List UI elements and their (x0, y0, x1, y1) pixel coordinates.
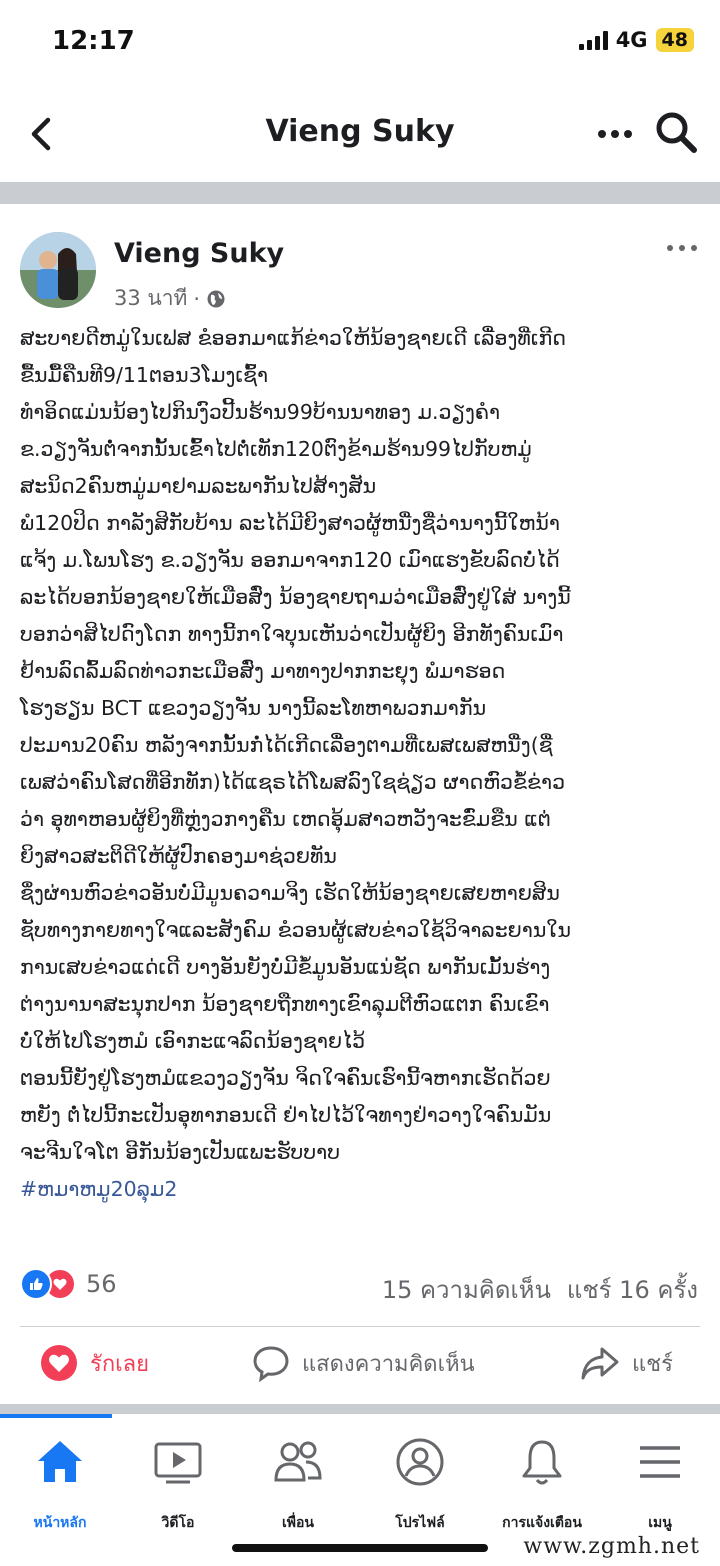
post-text-line: ວ່າ ອຸທາຫອນຜູ້ຍິງທີ່ຫຼ່ງວກາງຄືນ ເຫດອຸ້ມສາວຫວັງຈະຂົ່ມຂືນ ແຕ່ (20, 807, 551, 831)
post-text-line: ຍິງສາວສະຕິດີໃຫ້ຜູ້ປົກຄອງມາຊ່ວຍທັນ (20, 844, 337, 868)
reaction-summary[interactable] (20, 1268, 117, 1300)
post-text (20, 320, 704, 1208)
tab-menu[interactable] (600, 1434, 720, 1534)
post-text-line: ລະໄດ້ບອກນ້ອງຊາຍໃຫ້ເມືອສົ່ງ ນ້ອງຊາຍຖາມວ່າເມືອສົ່ງຢູ່ໃສ່ ນາງນີ້ (20, 585, 571, 609)
avatar-photo (20, 232, 96, 308)
post-stats (382, 1270, 698, 1309)
post-text-line: ຕອນນີ້ຍັງຢູ່ໂຮງຫມໍແຂວງວຽງຈັນ ຈິດໃຈຄົນເຮົານີ້ຈຫາກເຮັດດ້ວຍ (20, 1066, 551, 1090)
tab-video[interactable] (118, 1434, 238, 1534)
post-more-button[interactable] (664, 238, 700, 258)
tab-notifications[interactable] (482, 1434, 602, 1534)
post-text-line: ໂຮງຮຽນ BCT ແຂວງວຽງຈັນ ນາງນີ້ລະໂທຫາພວກມາກັນ (20, 696, 487, 720)
comment-button[interactable] (252, 1344, 475, 1382)
post-text-line: ແຈ້ງ ມ.ໂພນໂຮງ ຂ.ວຽງຈັນ ອອກມາຈາກ120 ເມົາແຮງຂັບລົດບໍ່ໄດ້ (20, 548, 560, 572)
search-button[interactable] (652, 108, 700, 156)
tab-home[interactable] (0, 1434, 120, 1534)
post-text-line: ຂ.ວຽງຈັນຕໍ່ຈາກນັ້ນເຂົ້າໄປຕໍ່ເທັກ120ຕົງຂ້າມຮ້ານ99ໄປກັບຫມູ່ (20, 437, 532, 461)
post-actions (0, 1330, 720, 1400)
post-text-line: ສະບາຍດີຫມູ່ໃນເຟສ ຂໍອອກມາແກ້ຂ່າວໃຫ້ນ້ອງຊາຍເດີ ເລື່ອງທີ່ເກີດ (20, 326, 566, 350)
tab-profile[interactable] (360, 1434, 480, 1534)
tab-label: หน้าหลัก (33, 1515, 87, 1531)
battery-icon (656, 28, 694, 52)
friends-icon (270, 1436, 326, 1488)
tab-friends[interactable] (238, 1434, 358, 1534)
active-tab-indicator (0, 1414, 112, 1418)
tab-label: เพื่อน (282, 1515, 314, 1531)
post-text-line: ທຳອິດແມ່ນນ້ອງໄປກິນງົວປີ້ນຮ້ານ99ບ້ານນາທອງ ມ.ວຽງຄຳ (20, 400, 501, 424)
network-type: 4G (615, 28, 648, 52)
love-button[interactable] (40, 1344, 149, 1382)
post-text-line: ບອກວ່າສິໄປດົງໂດກ ທາງນີ້ກາໃຈບຸນເຫັນວ່າເປັນຜູ້ຍິງ ອີກທັງຄົນເມົາ (20, 622, 564, 646)
post-text-line: ຢ້ານລົດລົ້ມລົດທ່າວກະເມືອສົ່ງ ມາທາງປາກກະຍຸງ ພໍມາຮອດ (20, 659, 506, 683)
comment-label: แสดงความคิดเห็น (302, 1351, 475, 1377)
section-divider (0, 182, 720, 204)
post-card (0, 204, 720, 1404)
post-text-line: ບໍ່ໃຫ້ໄປໂຮງຫມໍ ເອົາກະແຈລົດນ້ອງຊາຍໄວ້ (20, 1029, 366, 1053)
like-reaction-icon (20, 1268, 52, 1300)
status-time: 12:17 (52, 26, 135, 56)
post-text-line: ການເສບຂ່າວແດ່ເດີ ບາງອັນຍັງບໍ່ມີຂໍ້ມູນອັນແນ່ຊັດ ພາກັນເມັ້ນຮ່າງ (20, 955, 551, 979)
home-indicator (232, 1544, 488, 1552)
post-divider (20, 1326, 700, 1327)
more-dots-icon (590, 114, 640, 154)
meta-separator: · (193, 286, 201, 311)
profile-icon (394, 1436, 446, 1488)
comment-icon (252, 1344, 290, 1382)
post-time: 33 นาที (114, 286, 188, 310)
tab-label: วิดีโอ (161, 1515, 195, 1531)
post-text-line: ຊັບທາງກາຍທາງໃຈແລະສັງຄົມ ຂໍວອນຜູ້ເສບຂ່າວໃຊ້ວິຈາລະຍານໃນ (20, 918, 572, 942)
post-text-line: ປະມານ20ຄົນ ຫລັງຈາກນັ້ນກໍ່ໄດ້ເກີດເລື່ອງຕາມທີ່ເພສເພສຫນື່ງ(ຊື່ (20, 733, 553, 757)
author-avatar[interactable] (20, 232, 96, 308)
post-text-line: ຂື້ນມື້ຄືນທີ9/11ຕອນ3ໂມງເຊົ້າ (20, 363, 269, 387)
post-author[interactable]: Vieng Suky (114, 238, 285, 269)
post-text-line: ຊຶ່ງຜ່ານຫົວຂ່າວອັນບໍ່ມີມູນຄວາມຈິງ ເຮັດໃຫ້ນ້ອງຊາຍເສຍຫາຍສິນ (20, 881, 560, 905)
search-icon (652, 108, 700, 156)
video-icon (152, 1436, 204, 1488)
status-bar (0, 0, 720, 84)
post-text-line: ເພສວ່າຄົນໂສດທີ່ອີກທັກ)ໄດ້ແຊຣໄດ້ໂພສລົງໃຊຊ່ຽວ ຜາດຫົວຂໍ້ຂ່າວ (20, 770, 566, 794)
tab-label: โปรไฟล์ (395, 1515, 445, 1531)
nav-bar (0, 92, 720, 178)
tab-label: การแจ้งเตือน (502, 1515, 582, 1531)
post-text-line: ສະນິດ2ຄົນຫມູ່ມາຢາມລະພາກັນໄປສ້າງສັນ (20, 474, 377, 498)
watermark-text: www.zgmh.net (523, 1534, 700, 1559)
bell-icon (516, 1436, 568, 1488)
love-label: รักเลย (90, 1351, 150, 1377)
more-options-button[interactable] (590, 114, 640, 154)
section-divider (0, 1404, 720, 1414)
globe-icon (206, 289, 226, 309)
share-icon (580, 1344, 620, 1382)
page-title: Vieng Suky (265, 114, 455, 149)
reaction-count: 56 (86, 1270, 117, 1298)
post-text-line: ຕ່າງນານາສະນຸກປາກ ນ້ອງຊາຍຖືກທາງເຂົາລຸມຕີຫົວແຕກ ຄົນເຂົາ (20, 992, 550, 1016)
post-text-line: ຫຍັງ ຕໍ່ໄປນີ້ກະເປັນອຸທາກອນເດີ ຢ່າໄປໄວ້ໃຈທາງຢ່າວາງໃຈຄົນມັນ (20, 1103, 552, 1127)
share-label: แชร์ (632, 1351, 673, 1377)
status-indicators (579, 28, 694, 52)
post-meta (114, 282, 226, 315)
share-count[interactable]: แชร์ 16 ครั้ง (566, 1276, 698, 1304)
post-text-line: ຈະຈີນໃຈໂຕ ອີກັນນ້ອງເປັນແພະຮັບບາບ (20, 1140, 341, 1164)
menu-icon (634, 1436, 686, 1488)
tab-label: เมนู (648, 1515, 672, 1531)
signal-icon (579, 30, 608, 50)
more-dots-icon (664, 238, 700, 258)
battery-level: 48 (661, 29, 688, 51)
home-icon (34, 1436, 86, 1488)
comment-count[interactable]: 15 ความคิดเห็น (381, 1276, 551, 1304)
post-text-line: ພໍ120ປິດ ກາລັງສິກັບບ້ານ ລະໄດ້ມີຍິງສາວຜູ້ຫນື່ງຊື່ວ່ານາງນີ້ໃຫນ້າ (20, 511, 560, 535)
heart-icon (40, 1344, 78, 1382)
share-button[interactable] (580, 1344, 673, 1382)
hashtag-link[interactable]: #ຫມາຫມູ20ລຸມ2 (20, 1177, 178, 1201)
